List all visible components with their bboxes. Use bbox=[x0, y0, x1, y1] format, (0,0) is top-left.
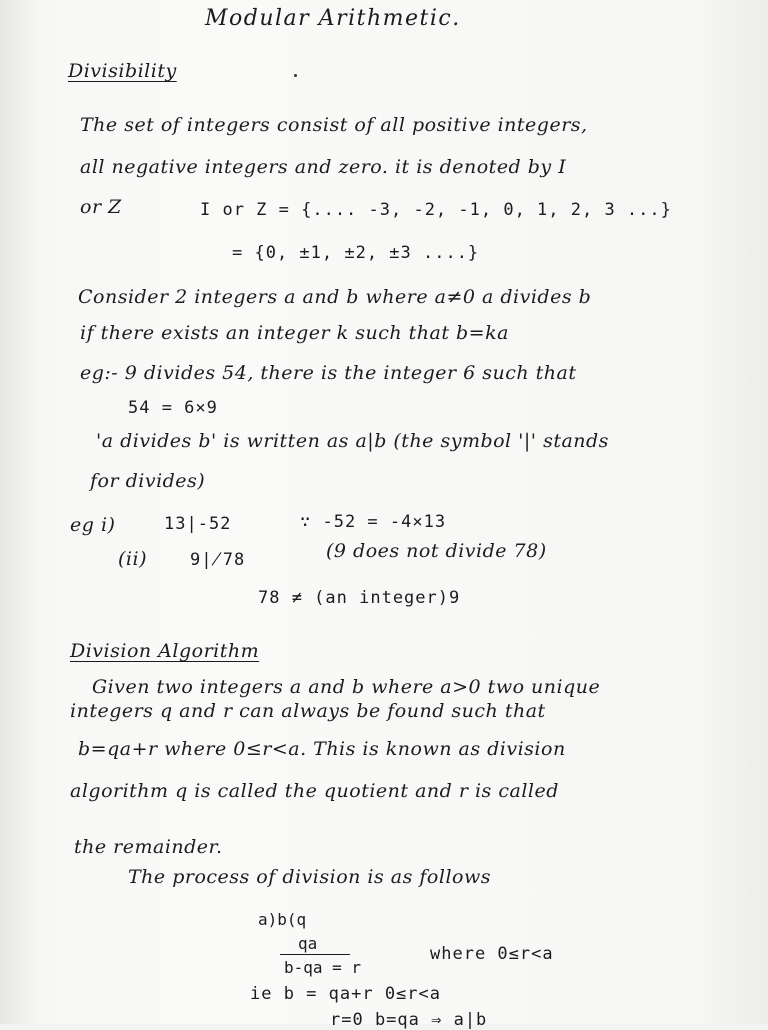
text-line: The process of division is as follows bbox=[128, 866, 491, 888]
text-line: the remainder. bbox=[74, 836, 223, 858]
text-line: The set of integers consist of all positive integers, bbox=[80, 114, 588, 136]
text-line: for divides) bbox=[90, 470, 206, 492]
example-label: eg i) bbox=[70, 514, 116, 536]
pen-dot bbox=[294, 74, 297, 77]
long-division-top: a)b(q bbox=[258, 910, 307, 929]
divisibility-heading: Divisibility bbox=[68, 60, 177, 82]
text-line: if there exists an integer k such that b=ka bbox=[80, 322, 509, 344]
long-division-subtrahend: qa bbox=[298, 934, 318, 953]
long-division-rule bbox=[280, 954, 350, 955]
text-line: Consider 2 integers a and b where a≠0 a divides b bbox=[78, 286, 592, 308]
example-reason: ∵ -52 = -4×13 bbox=[300, 512, 447, 532]
text-line: 'a divides b' is written as a|b (the symbol '|' stands bbox=[96, 430, 609, 452]
text-line: or Z bbox=[80, 196, 122, 218]
example-reason: (9 does not divide 78) bbox=[326, 540, 547, 562]
equation: r=0 b=qa ⇒ a|b bbox=[330, 1010, 488, 1030]
equation: ie b = qa+r 0≤r<a bbox=[250, 984, 441, 1004]
example-note: 78 ≠ (an integer)9 bbox=[258, 588, 461, 608]
division-algorithm-heading: Division Algorithm bbox=[70, 640, 260, 662]
example-expression: 13|-52 bbox=[164, 514, 232, 534]
text-line: eg:- 9 divides 54, there is the integer 6 such that bbox=[80, 362, 577, 384]
long-division-remainder: b-qa = r bbox=[284, 958, 362, 977]
integer-set: I or Z = {.... -3, -2, -1, 0, 1, 2, 3 ...} bbox=[200, 200, 672, 220]
text-line: Given two integers a and b where a>0 two unique bbox=[92, 676, 601, 698]
example-expression: 9∤78 bbox=[190, 550, 246, 570]
text-line: all negative integers and zero. it is denoted by I bbox=[80, 156, 567, 178]
equation: 54 = 6×9 bbox=[128, 398, 218, 418]
text-line: integers q and r can always be found such that bbox=[70, 700, 546, 722]
text-line: algorithm q is called the quotient and r is called bbox=[70, 780, 559, 802]
page-title: Modular Arithmetic. bbox=[205, 6, 461, 31]
example-label: (ii) bbox=[118, 548, 147, 570]
integer-set-pm: = {0, ±1, ±2, ±3 ....} bbox=[232, 243, 480, 263]
long-division-condition: where 0≤r<a bbox=[430, 944, 554, 964]
text-line: b=qa+r where 0≤r<a. This is known as division bbox=[78, 738, 566, 760]
